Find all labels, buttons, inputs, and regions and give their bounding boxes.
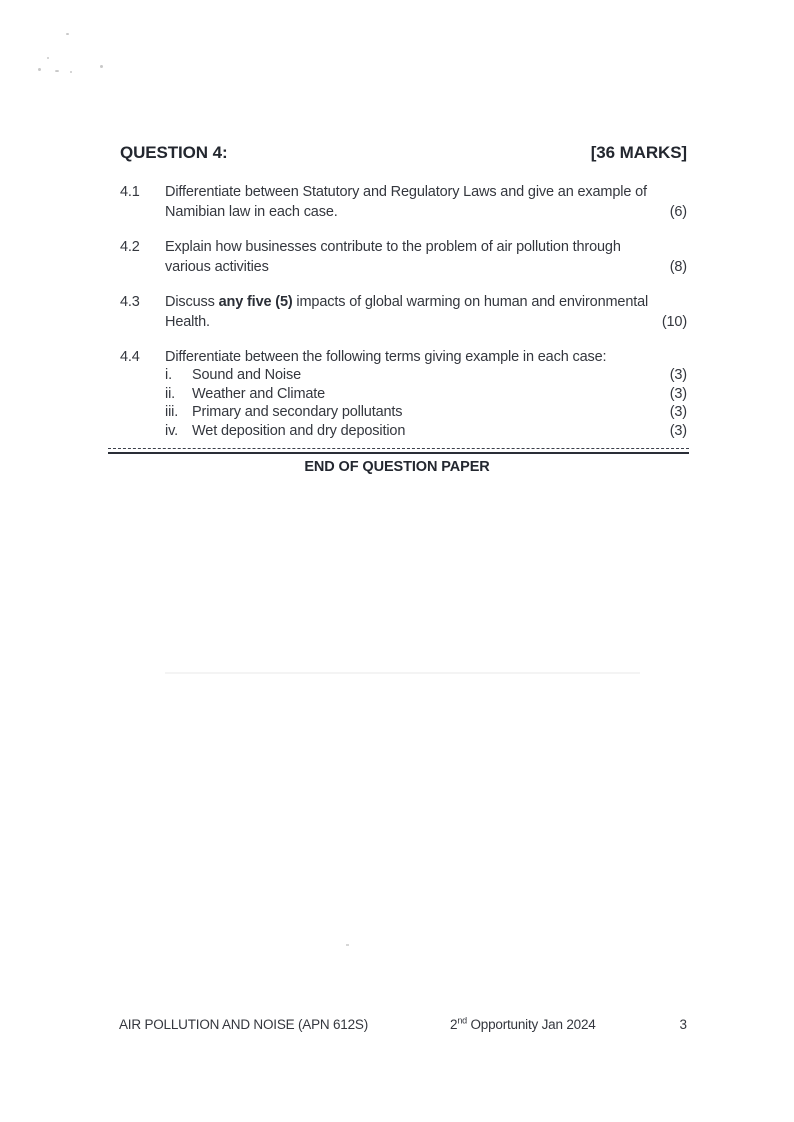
question-4-3 [120, 292, 687, 332]
subitem [165, 422, 687, 441]
subitem-numeral: iii. [165, 404, 179, 421]
question-line: Namibian law in each case. [165, 204, 338, 220]
question-header [120, 143, 687, 163]
footer-opportunity [450, 1017, 596, 1032]
footer-opportunity-rest: Opportunity Jan 2024 [466, 1017, 596, 1032]
scan-artifact [165, 672, 640, 674]
question-4-4 [120, 347, 687, 440]
question-text [165, 347, 687, 440]
subitem-marks: (3) [669, 422, 687, 439]
question-marks: (8) [669, 259, 687, 275]
scan-artifact [47, 57, 49, 59]
subitem [165, 385, 687, 404]
question-line-part: Discuss [165, 294, 219, 310]
question-line: Differentiate between Statutory and Regulatory Laws and give an example of [165, 184, 647, 200]
question-marks: (10) [661, 314, 687, 330]
subitem [165, 403, 687, 422]
question-marks: (6) [669, 204, 687, 220]
question-number: 4.4 [120, 349, 140, 365]
subitem-marks: (3) [669, 404, 687, 421]
question-text [165, 237, 645, 277]
footer-opportunity-ordinal: nd [457, 1015, 467, 1026]
subitem-list [165, 366, 687, 440]
subitem-text: Weather and Climate [192, 385, 326, 402]
question-number: 4.2 [120, 239, 140, 255]
footer-course-title: AIR POLLUTION AND NOISE (APN 612S) [119, 1017, 369, 1032]
subitem-numeral: ii. [165, 385, 176, 402]
subitem-text: Wet deposition and dry deposition [192, 422, 406, 439]
scan-artifact [100, 65, 103, 68]
question-number: 4.3 [120, 294, 140, 310]
question-text [165, 182, 645, 222]
solid-divider-line [108, 452, 689, 454]
scan-artifact [55, 70, 59, 72]
dashed-divider-line [108, 448, 689, 449]
question-line: various activities [165, 259, 269, 275]
subitem-text: Primary and secondary pollutants [192, 404, 403, 421]
question-line: Differentiate between the following terms giving example in each case: [165, 349, 607, 365]
subitem-marks: (3) [669, 385, 687, 402]
subitem-marks: (3) [669, 367, 687, 383]
scan-artifact [66, 33, 69, 35]
scan-artifact [346, 944, 349, 946]
scan-artifact [38, 68, 41, 71]
subitem [165, 366, 687, 385]
question-4-2 [120, 237, 687, 277]
question-text [165, 292, 649, 332]
subitem-numeral: iv. [165, 422, 178, 439]
subitem-text: Sound and Noise [192, 367, 301, 383]
question-line: Explain how businesses contribute to the problem of air pollution through [165, 239, 621, 255]
question-line [165, 292, 649, 312]
question-number: 4.1 [120, 184, 140, 200]
end-of-paper-label: END OF QUESTION PAPER [304, 459, 490, 475]
question-line-part: impacts of global warming on human and environmental [292, 294, 649, 310]
question-line: Health. [165, 314, 210, 330]
question-total-marks: [36 MARKS] [590, 143, 687, 162]
scan-artifact [70, 71, 72, 73]
subitem-numeral: i. [165, 367, 172, 383]
question-title: QUESTION 4: [120, 143, 228, 162]
footer-opportunity-number: 2 [450, 1017, 458, 1032]
question-line-bold: any five (5) [218, 294, 293, 310]
question-4-1 [120, 182, 687, 222]
footer-page-number: 3 [679, 1017, 687, 1032]
